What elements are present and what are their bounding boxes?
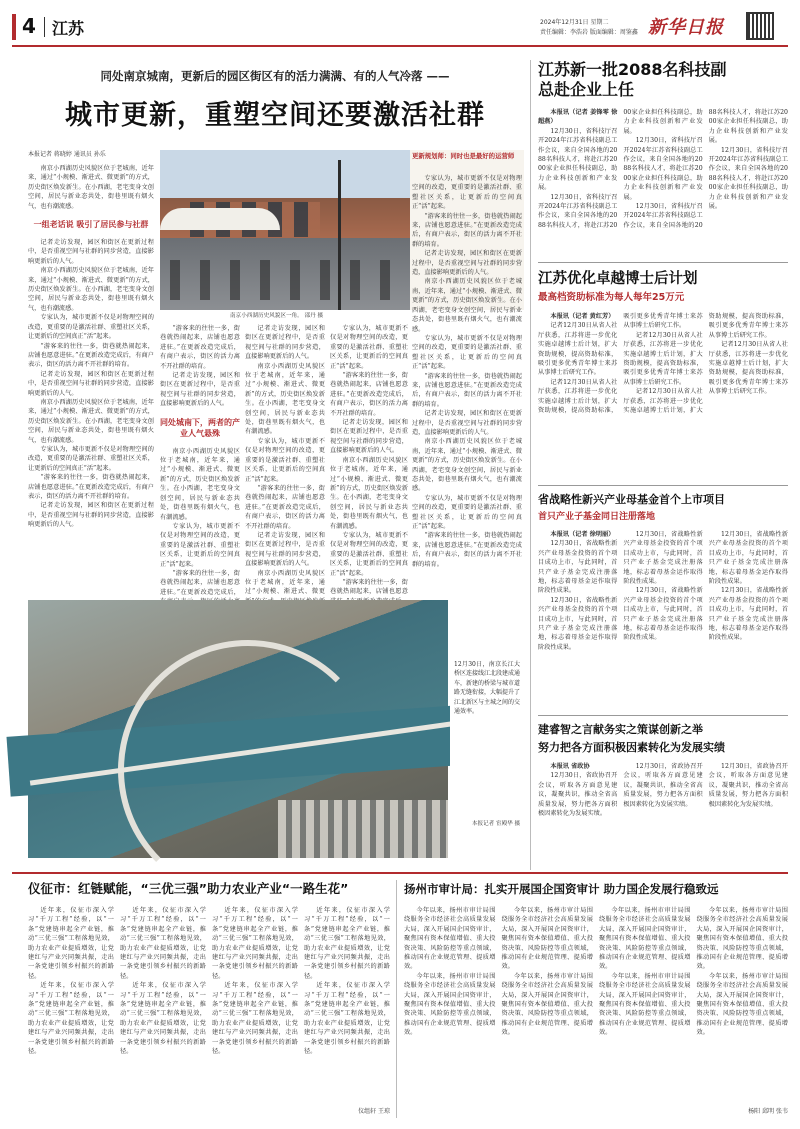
lead-paragraph: “游客来的往往一多，街巷就热闹起来，店铺也愿意进驻。”在更新改造完成后，有商户表示，街区的活力离不开社群的培育。 bbox=[412, 372, 522, 408]
bottom-left-body bbox=[28, 906, 390, 1102]
lead-paragraph: “游客来的往往一多，街巷就热闹起来，店铺也愿意进驻。”在更新改造完成后，有商户表示，街区的活力离不开社群的培育。 bbox=[330, 372, 408, 417]
aerial-photo bbox=[28, 600, 448, 858]
lead-paragraph: 专家认为，城市更新不仅是对物理空间的改造，更重要的是激活社群、重塑社区关系，让更新后的空间真正“活”起来。 bbox=[245, 437, 325, 483]
lead-paragraph: 专家认为，城市更新不仅是对物理空间的改造，更重要的是激活社群、重塑社区关系，让更新后的空间真正“活”起来。 bbox=[160, 522, 240, 568]
lead-paragraph: 南京小西湖历史风貌区位于老城南，近年来，通过“小规模、渐进式、微更新”的方式，历史街区焕发新生。在小西湖，老宅变身文创空间，居民与新业态共处，街巷里既有烟火气，也有潮流感。 bbox=[330, 456, 408, 530]
lead-paragraph: 南京小西湖历史风貌区位于老城南，近年来，通过“小规模、渐进式、微更新”的方式，历史街区焕发新生。在小西湖，老宅变身文创空间，居民与新业态共处，街巷里既有烟火气，也有潮流感。 bbox=[28, 267, 154, 312]
column-divider bbox=[530, 60, 531, 870]
story4 bbox=[538, 722, 788, 870]
lead-paragraph: 专家认为，城市更新不仅是对物理空间的改造，更重要的是激活社群、重塑社区关系，让更新后的空间真正“活”起来。 bbox=[28, 314, 154, 341]
bottom-right-paragraph: 今年以来，扬州市审计局围绕服务全市经济社会高质量发展大局，深入开展国企国资审计，聚焦国有资本保值增值、重大投资决策、风险防控等重点领域，推动国有企业规范管理、提质增效。 bbox=[599, 972, 691, 1037]
story3-headline: 省战略性新兴产业母基金首个上市项目 bbox=[538, 493, 725, 506]
story2-body bbox=[538, 312, 788, 477]
aerial-credit: 本报记者 宦殿华 摄 bbox=[471, 821, 521, 827]
lead-paragraph: 记者走访发现，园区和街区在更新过程中，是否重视空间与社群的同步营造，直接影响更新后的人气。 bbox=[412, 410, 522, 436]
lead-paragraph: 专家认为，城市更新不仅是对物理空间的改造，更重要的是激活社群、重塑社区关系，让更新后的空间真正“活”起来。 bbox=[330, 325, 408, 370]
lead-body-col4 bbox=[330, 324, 408, 594]
story1-byline: 本报讯（记者 姜锋零 徐超燕） bbox=[538, 109, 618, 126]
bottom-right-body bbox=[404, 906, 788, 1102]
date-line: 2024年12月31日 星期二 bbox=[540, 19, 609, 26]
lead-paragraph: “游客来的往往一多，街巷就热闹起来，店铺也愿意 bbox=[330, 578, 408, 596]
story4-byline: 本报讯 省政协 bbox=[550, 763, 590, 770]
story3-paragraph: 12月30日，省战略性新兴产业母基金投资的首个项目成功上市，与此同时，首只产业子基金完成注册落地，标志着母基金运作取得阶段性成果。 bbox=[538, 540, 618, 595]
bottom-left-paragraph: 近年来，仪征市深入学习“千万工程”经验，以“一条”党建链串起全产业链，推动“三优三强”工程落地见效，助力农业产业提质增效，让党建红与产业兴同频共振，走出一条党建引领乡村振兴的新路径。 bbox=[28, 907, 114, 980]
right-divider-2 bbox=[538, 485, 788, 486]
story4-headline: 建睿智之言献务实之策谋创新之举 bbox=[538, 723, 703, 736]
story2 bbox=[538, 270, 788, 480]
bottom-right-paragraph: 今年以来，扬州市审计局围绕服务全市经济社会高质量发展大局，深入开展国企国资审计，聚焦国有资本保值增值、重大投资决策、风险防控等重点领域，推动国有企业规范管理、提质增效。 bbox=[696, 907, 788, 971]
bottom-left-paragraph: 近年来，仪征市深入学习“千万工程”经验，以“一条”党建链串起全产业链，推动“三优三强”工程落地见效，助力农业产业提质增效，让党建红与产业兴同频共振，走出一条党建引领乡村振兴的新路径。 bbox=[304, 907, 390, 980]
story1-paragraph: 12月30日，省科技厅召开2024年江苏省科技副总工作会议，来自全国各地的2088名科技人才，将赴江苏2000家企业担任科技副总，助力企业科技创新和产业发展。 bbox=[538, 109, 703, 229]
section-name: 江苏 bbox=[52, 19, 85, 38]
story3-paragraph: 12月30日，省战略性新兴产业母基金投资的首个项目成功上市，与此同时，首只产业子基金完成注册落地，标志着母基金运作取得阶段性成果。 bbox=[708, 587, 788, 642]
lead-paragraph: “游客来的往往一多，街巷就热闹起来，店铺也愿意进驻。”在更新改造完成后，有商户表示，街区的活力离不开社群的培育。 bbox=[412, 532, 522, 568]
bottom-right-paragraph: 今年以来，扬州市审计局围绕服务全市经济社会高质量发展大局，深入开展国企国资审计，聚焦国有资本保值增值、重大投资决策、风险防控等重点领域，推动国有企业规范管理、提质增效。 bbox=[599, 907, 691, 971]
lead-subhead-1: 一组老话说 吸引了居民参与社群 bbox=[33, 220, 149, 230]
story3-byline: 本报讯（记者 徐明丽） bbox=[550, 531, 615, 538]
bottom-right-paragraph: 今年以来，扬州市审计局围绕服务全市经济社会高质量发展大局，深入开展国企国资审计，聚焦国有资本保值增值、重大投资决策、风险防控等重点领域，推动国有企业规范管理、提质增效。 bbox=[404, 972, 496, 1037]
bottom-right-story bbox=[404, 880, 788, 1118]
right-divider-3 bbox=[538, 715, 788, 716]
story4-paragraph: 12月30日，省政协召开会议，听取各方面意见建议，凝聚共识，推动全省高质量发展，努力把各方面积极因素转化为发展实绩。 bbox=[708, 763, 788, 808]
story2-paragraph: 记者12月30日从省人社厅获悉，江苏将进一步优化实施卓越博士后计划，扩大资助规模，提高资助标准，吸引更多优秀青年博士来苏从事博士后研究工作。 bbox=[538, 322, 618, 377]
qr-code-icon bbox=[746, 12, 774, 40]
lead-paragraph: 南京小西湖历史风貌区位于老城南，近年来，通过“小规模、渐进式、微更新”的方式，历史街区焕发新生。在小西湖，老宅变身文创空间，居民与新业态共处，街巷里既有烟火气，也有潮流感。 bbox=[245, 362, 325, 436]
story1-paragraph: 12月30日，省科技厅召开2024年江苏省科技副总工作会议，来自全国各地的2088名科技人才，将赴江苏2000家企业担任科技副总，助力企业科技创新和产业发展。 bbox=[708, 146, 788, 211]
lead-paragraph: 专家认为，城市更新不仅是对物理空间的改造，更重要的是激活社群、重塑社区关系，让更新后的空间真正“活”起来。 bbox=[330, 531, 408, 577]
story2-paragraph: 记者12月30日从省人社厅获悉，江苏将进一步优化实施卓越博士后计划，扩大资助规模，提高资助标准，吸引更多优秀青年博士来苏从事博士后研究工作。 bbox=[708, 341, 788, 396]
story3-body bbox=[538, 530, 788, 710]
story4-body bbox=[538, 762, 788, 868]
paper-name-logo: 新华日报 bbox=[648, 17, 724, 38]
lead-paragraph: 记者走访发现，园区和街区在更新过程中，是否重视空间与社群的同步营造，直接影响更新后的人气。 bbox=[28, 239, 154, 265]
story2-paragraph: 记者12月30日从省人社厅获悉，江苏将进一步优化实施卓越博士后计划，扩大资助规模，提高资助标准，吸引更多优秀青年博士来苏从事博士后研究工作。 bbox=[623, 331, 703, 386]
right-divider-1 bbox=[538, 262, 788, 263]
lead-paragraph: 记者走访发现，园区和街区在更新过程中，是否重视空间与社群的同步营造，直接影响更新后的人气。 bbox=[245, 325, 325, 361]
lead-photo bbox=[160, 150, 410, 310]
lead-photo-caption: 南京小西湖历史风貌区一角。 邵丹 摄 bbox=[230, 313, 324, 319]
lead-paragraph: 记者走访发现，园区和街区在更新过程中，是否重视空间与社群的同步营造，直接影响更新后的人气。 bbox=[245, 531, 325, 568]
story1-body bbox=[538, 108, 788, 258]
lead-paragraph: “游客来的往往一多，街巷就热闹起来，店铺也愿意进驻。”在更新改造完成后，有商户表示，街区的活力离不开社群的培育。 bbox=[245, 484, 325, 530]
lead-headline: 城市更新，重塑空间还要激活社群 bbox=[65, 100, 485, 131]
editors-line: 责任编辑：李浩岩 版面编辑：周鉴鑫 bbox=[540, 29, 638, 36]
bottom-right-paragraph: 今年以来，扬州市审计局围绕服务全市经济社会高质量发展大局，深入开展国企国资审计，聚焦国有资本保值增值、重大投资决策、风险防控等重点领域，推动国有企业规范管理、提质增效。 bbox=[404, 907, 496, 971]
bottom-left-story bbox=[28, 880, 390, 1118]
page-number: 4 bbox=[22, 14, 36, 38]
lead-paragraph: 南京小西湖历史风貌区位于老城南，近年来，通过“小规模、渐进式、微更新”的方式，历史街区焕发新生。在小西湖，老宅变身文创空间，居民与新业态共处，街巷里既有烟火气，也有潮流感。 bbox=[160, 447, 240, 521]
bottom-right-credit: 杨阳 邱明 张韦 bbox=[748, 1108, 788, 1115]
story2-byline: 本报讯（记者 黄红芳） bbox=[550, 313, 615, 320]
bottom-left-paragraph: 近年来，仪征市深入学习“千万工程”经验，以“一条”党建链串起全产业链，推动“三优三强”工程落地见效，助力农业产业提质增效，让党建红与产业兴同频共振，走出一条党建引领乡村振兴的新路径。 bbox=[212, 982, 298, 1056]
lead-paragraph: 记者走访发现，园区和街区在更新过程中，是否重视空间与社群的同步营造，直接影响更新后的人气。 bbox=[160, 372, 240, 408]
bottom-left-paragraph: 近年来，仪征市深入学习“千万工程”经验，以“一条”党建链串起全产业链，推动“三优三强”工程落地见效，助力农业产业提质增效，让党建红与产业兴同频共振，走出一条党建引领乡村振兴的新路径。 bbox=[28, 982, 114, 1056]
lead-paragraph: 专家认为，城市更新不仅是对物理空间的改造，更重要的是激活社群、重塑社区关系，让更新后的空间真正“活”起来。 bbox=[28, 445, 154, 472]
highway-curve bbox=[118, 640, 378, 900]
bottom-left-paragraph: 近年来，仪征市深入学习“千万工程”经验，以“一条”党建链串起全产业链，推动“三优三强”工程落地见效，助力农业产业提质增效，让党建红与产业兴同频共振，走出一条党建引领乡村振兴的新路径。 bbox=[120, 907, 206, 980]
lead-paragraph: 专家认为，城市更新不仅是对物理空间的改造，更重要的是激活社群、重塑社区关系，让更新后的空间真正“活”起来。 bbox=[412, 175, 522, 211]
lead-paragraph: 记者走访发现，园区和街区在更新过程中，是否重视空间与社群的同步营造，直接影响更新后的人气。 bbox=[412, 250, 522, 277]
story2-subheadline: 最高档资助标准为每人每年25万元 bbox=[538, 292, 685, 303]
bottom-left-paragraph: 近年来，仪征市深入学习“千万工程”经验，以“一条”党建链串起全产业链，推动“三优三强”工程落地见效，助力农业产业提质增效，让党建红与产业兴同频共振，走出一条党建引领乡村振兴的新路径。 bbox=[120, 982, 206, 1056]
masthead-marker bbox=[12, 14, 16, 40]
lead-body-col5 bbox=[412, 174, 522, 594]
umbrella-shape bbox=[160, 208, 280, 230]
lead-paragraph: “游客来的往往一多，街巷就热闹起来，店铺也愿意进驻。”在更新改造完成后，有商户表示，街区的活力离不开社群的培育。 bbox=[28, 342, 154, 369]
lead-paragraph: 专家认为，城市更新不仅是对物理空间的改造，更重要的是激活社群、重塑社区关系，让更新后的空间真正“活”起来。 bbox=[412, 494, 522, 531]
bottom-right-paragraph: 今年以来，扬州市审计局围绕服务全市经济社会高质量发展大局，深入开展国企国资审计，聚焦国有资本保值增值、重大投资决策、风险防控等重点领域，推动国有企业规范管理、提质增效。 bbox=[696, 972, 788, 1037]
bottom-left-headline: 仪征市：红链赋能，“三优三强”助力农业产业“一路生花” bbox=[28, 881, 349, 896]
story3-paragraph: 12月30日，省战略性新兴产业母基金投资的首个项目成功上市，与此同时，首只产业子基金完成注册落地，标志着母基金运作取得阶段性成果。 bbox=[623, 587, 703, 642]
story3-paragraph: 12月30日，省战略性新兴产业母基金投资的首个项目成功上市，与此同时，首只产业子基金完成注册落地，标志着母基金运作取得阶段性成果。 bbox=[708, 531, 788, 586]
story4-paragraph: 12月30日，省政协召开会议，听取各方面意见建议，凝聚共识，推动全省高质量发展，努力把各方面积极因素转化为发展实绩。 bbox=[538, 772, 618, 818]
story3-paragraph: 12月30日，省战略性新兴产业母基金投资的首个项目成功上市，与此同时，首只产业子基金完成注册落地，标志着母基金运作取得阶段性成果。 bbox=[538, 596, 618, 651]
lead-paragraph: 南京小西湖历史风貌区位于老城南，近年来，通过“小规模、渐进式、微更新”的方式，历史街区焕发新生。在小西湖，老宅变身文创空间，居民与新业态共处，街巷里既有烟火气，也有潮流感。 bbox=[28, 398, 154, 444]
story4-paragraph: 12月30日，省政协召开会议，听取各方面意见建议，凝聚共识，推动全省高质量发展，努力把各方面积极因素转化为发展实绩。 bbox=[623, 763, 703, 808]
masthead-rule bbox=[12, 45, 788, 47]
people-group bbox=[170, 260, 400, 300]
bottom-column-divider bbox=[396, 880, 397, 1118]
story3-paragraph: 12月30日，省战略性新兴产业母基金投资的首个项目成功上市，与此同时，首只产业子基金完成注册落地，标志着母基金运作取得阶段性成果。 bbox=[623, 531, 703, 586]
story1 bbox=[538, 60, 788, 260]
story1-paragraph: 12月30日，省科技厅召开2024年江苏省科技副总工作会议，来自全国各地的2088名科技人才，将赴江苏2000家企业担任科技副总，助力企业科技创新和产业发展。 bbox=[538, 127, 618, 192]
bottom-right-paragraph: 今年以来，扬州市审计局围绕服务全市经济社会高质量发展大局，深入开展国企国资审计，聚焦国有资本保值增值、重大投资决策、风险防控等重点领域，推动国有企业规范管理、提质增效。 bbox=[501, 972, 593, 1037]
lead-paragraph: 记者走访发现，园区和街区在更新过程中，是否重视空间与社群的同步营造，直接影响更新后的人气。 bbox=[28, 502, 154, 529]
lead-body-col2 bbox=[160, 324, 240, 594]
bottom-right-paragraph: 今年以来，扬州市审计局围绕服务全市经济社会高质量发展大局，深入开展国企国资审计，聚焦国有资本保值增值、重大投资决策、风险防控等重点领域，推动国有企业规范管理、提质增效。 bbox=[501, 907, 593, 971]
lead-paragraph: 记者走访发现，园区和街区在更新过程中，是否重视空间与社群的同步营造，直接影响更新后的人气。 bbox=[330, 419, 408, 455]
story1-paragraph: 12月30日，省科技厅召开2024年江苏省科技副总工作会议，来自全国各地的2088名科技人才，将赴江苏2000家企业担任科技副总，助力企业科技创新和产业发展。 bbox=[623, 137, 703, 201]
masthead bbox=[0, 0, 800, 48]
lead-paragraph: 南京小西湖历史风貌区位于老城南，近年来，通过“小规模、渐进式、微更 bbox=[245, 569, 325, 596]
lead-photo-overlay bbox=[412, 152, 522, 172]
lead-paragraph: “游客来的往往一多，街巷就热闹起来，店铺也愿意进驻。”在更新改造完成后，有商户表示，街区的活力离不开社群的培育。 bbox=[412, 212, 522, 248]
lead-byline: 本报记者 蒋晓婷 通讯员 孙乐 bbox=[28, 151, 106, 158]
bottom-left-paragraph: 近年来，仪征市深入学习“千万工程”经验，以“一条”党建链串起全产业链，推动“三优三强”工程落地见效，助力农业产业提质增效，让党建红与产业兴同频共振，走出一条党建引领乡村振兴的新路径。 bbox=[212, 907, 298, 980]
bottom-right-headline: 扬州市审计局：扎实开展国企国资审计 助力国企发展行稳致远 bbox=[404, 882, 719, 896]
story3-subheadline: 首只产业子基金同日注册落地 bbox=[538, 512, 656, 522]
masthead-divider bbox=[44, 17, 45, 37]
lead-subhead-2: 同处城南下，两者的产业人气悬殊 bbox=[160, 417, 240, 438]
lead-paragraph: 记者走访发现，园区和街区在更新过程中，是否重视空间与社群的同步营造，直接影响更新后的人气。 bbox=[28, 370, 154, 397]
lead-paragraph: 南京小西湖历史风貌区位于老城南，近年来，通过“小规模、渐进式、微更新”的方式，历史街区焕发新生。在小西湖，老宅变身文创空间，居民与新业态共处，街巷里既有烟火气，也有潮流感。 bbox=[412, 438, 522, 493]
lead-paragraph: 南京小西湖历史风貌区位于老城南，近年来，通过“小规模、渐进式、微更新”的方式，历史街区焕发新生。在小西湖，老宅变身文创空间，居民与新业态共处，街巷里既有烟火气，也有潮流感。 bbox=[412, 278, 522, 333]
story4-subheadline: 努力把各方面积极因素转化为发展实绩 bbox=[538, 741, 725, 754]
aerial-caption: 12月30日，南京长江大桥区连接线江北段建成通车，新建的桥梁与城市道路无缝衔接，大幅提升了江北新区与主城之间的交通效率。 bbox=[454, 661, 521, 716]
bottom-left-paragraph: 近年来，仪征市深入学习“千万工程”经验，以“一条”党建链串起全产业链，推动“三优三强”工程落地见效，助力农业产业提质增效，让党建红与产业兴同频共振，走出一条党建引领乡村振兴的新路径。 bbox=[304, 982, 390, 1056]
photo-overlay-title: 更新规划师：同时也是最好的运营师 bbox=[412, 152, 515, 160]
story2-paragraph: 记者12月30日从省人社厅获悉，江苏将进一步优化实施卓越博士后计划，扩大资助规模，提高资助标准，吸引更多优秀青年博士来苏从事博士后研究工作。 bbox=[623, 313, 788, 415]
bottom-top-rule bbox=[12, 872, 788, 874]
story3 bbox=[538, 492, 788, 712]
lead-paragraph: “游客来的往往一多，街巷就热闹起来，店铺也愿意进驻。”在更新改造完成后， bbox=[160, 569, 240, 596]
lead-body-col1 bbox=[28, 164, 154, 594]
lead-paragraph: “游客来的往往一多，街巷就热闹起来，店铺也愿意进驻。”在更新改造完成后，有商户表示，街区的活力离不开社群的培育。 bbox=[28, 474, 154, 500]
lead-paragraph: 专家认为，城市更新不仅是对物理空间的改造，更重要的是激活社群、重塑社区关系，让更新后的空间真正“活”起来。 bbox=[412, 334, 522, 371]
lead-paragraph: 南京小西湖历史风貌区位于老城南，近年来，通过“小规模、渐进式、微更新”的方式，历史街区焕发新生。在小西湖，老宅变身文创空间，居民与新业态共处，街巷里既有烟火气，也有潮流感。 bbox=[28, 165, 154, 210]
city-block bbox=[278, 800, 448, 858]
lead-body-col3 bbox=[245, 324, 325, 594]
story1-headline: 江苏新一批2088名科技副总赴企业上任 bbox=[538, 60, 727, 99]
lead-paragraph: “游客来的往往一多，街巷就热闹起来，店铺也愿意进驻。”在更新改造完成后，有商户表示，街区的活力离不开社群的培育。 bbox=[160, 325, 240, 370]
story1-paragraph: 12月30日，省科技厅召开2024年江苏省科技副总工作会议，来自全国各地的2088名科技人才，将赴江苏2000家企业担任科技副总，助力企业科技创新和产业发展。 bbox=[623, 109, 788, 229]
bottom-left-credit: 仪组轩 王琼 bbox=[358, 1108, 390, 1115]
story2-paragraph: 记者12月30日从省人社厅获悉，江苏将进一步优化实施卓越博士后计划，扩大资助规模，提高资助标准，吸引更多优秀青年博士来苏从事博士后研究工作。 bbox=[538, 313, 703, 415]
story2-headline: 江苏优化卓越博士后计划 bbox=[538, 271, 698, 287]
lead-kicker: 同处南京城南，更新后的园区街区有的活力满满、有的人气冷落 —— bbox=[100, 69, 450, 83]
